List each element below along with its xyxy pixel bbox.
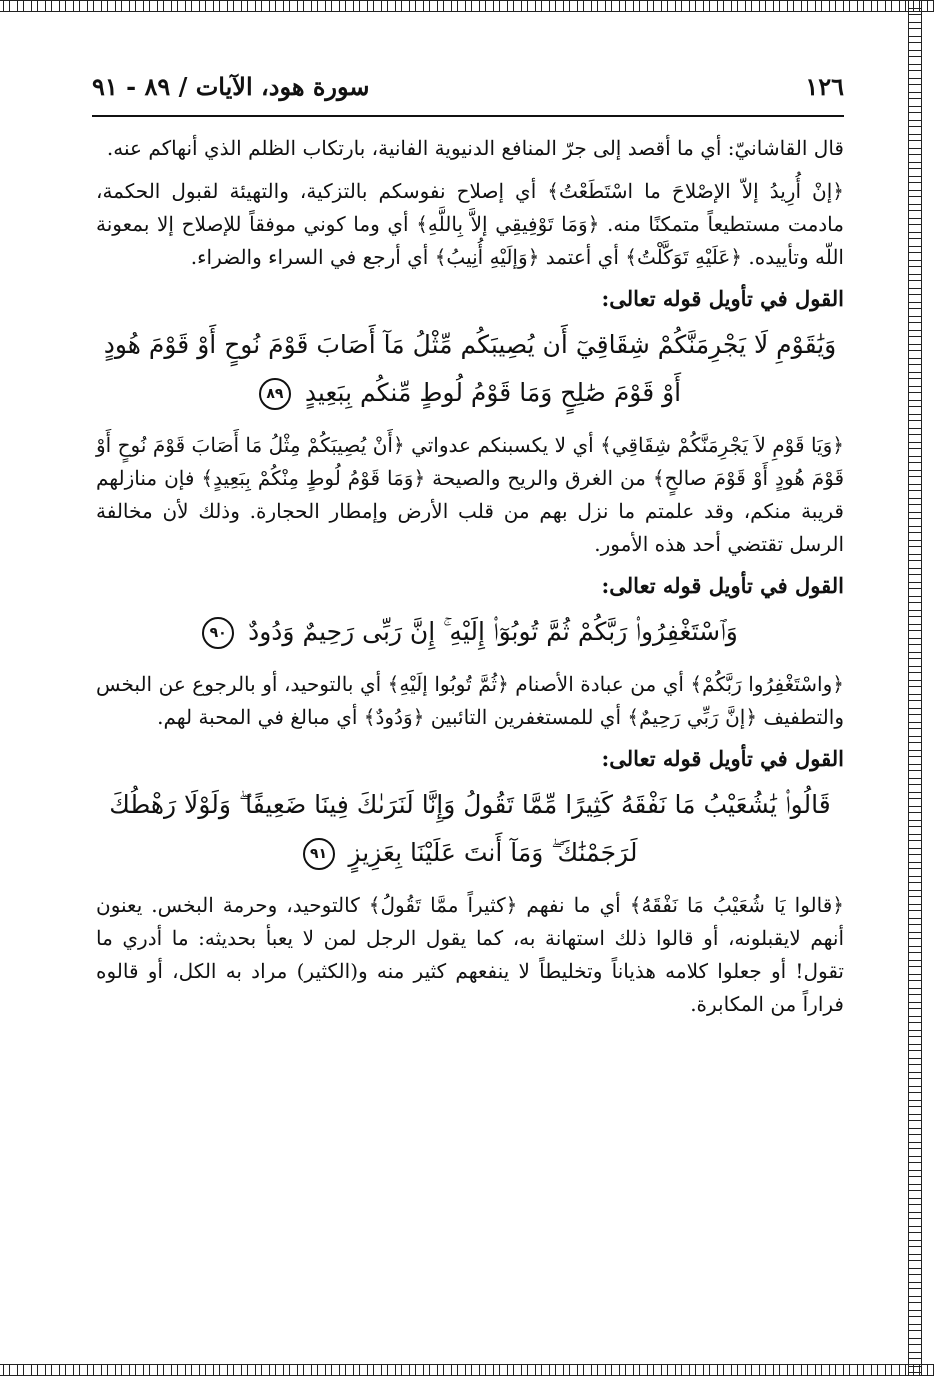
- page-body: [96, 132, 844, 1029]
- ayah-number-marker: ٩١: [303, 838, 335, 870]
- ayah-number-marker: ٩٠: [202, 617, 234, 649]
- top-ornamental-border: [0, 0, 934, 12]
- verse-text: وَٱسْتَغْفِرُوا۟ رَبَّكُمْ ثُمَّ تُوبُوٓا۟ إِلَيْهِ ۚ إِنَّ رَبِّى رَحِيمٌ وَدُودٌ: [248, 617, 738, 646]
- page-header: [92, 66, 844, 106]
- verse-text: قَالُوا۟ يَٰشُعَيْبُ مَا نَفْقَهُ كَثِيرًا مِّمَّا تَقُولُ وَإِنَّا لَنَرَىٰكَ فِينَا ضَعِيفًا ۖ وَلَوْلَا رَهْطُكَ لَرَجَمْنَٰكَ ۖ وَمَآ أَنتَ عَلَيْنَا بِعَزِيزٍ: [109, 790, 831, 867]
- section-heading-89: القول في تأويل قوله تعالى:: [601, 286, 844, 311]
- paragraph-commentary-88: ﴿إنْ أُرِيدُ إلاّ الإصْلاحَ ما اسْتَطَعْتُ﴾ أي إصلاح نفوسكم بالتزكية، والتهيئة لقبول الحكمة، مادمت مستطيعاً متمكنًا منه. ﴿وَمَا تَوْفِيقِي إلاَّ بِاللَّهِ﴾ أي وما كوني موفقاً للإصلاح إلا بمعونة اللّه وتأييده. ﴿عَلَيْهِ تَوَكَّلْتُ﴾ أي أعتمد ﴿وَإلَيْهِ أُنِيبُ﴾ أي أرجع في السراء والضراء.: [96, 179, 844, 269]
- paragraph-qashani: قال القاشانيّ: أي ما أقصد إلى جرّ المنافع الدنيوية الفانية، بارتكاب الظلم الذي أنهاكم عنه.: [106, 136, 844, 160]
- ayah-number-marker: ٨٩: [259, 378, 291, 410]
- running-title: سورة هود، الآيات / ٨٩ - ٩١: [92, 71, 370, 101]
- quran-verse-91: [96, 781, 844, 877]
- right-ornamental-border: [908, 0, 922, 1376]
- quran-verse-89: [96, 321, 844, 417]
- verse-text: وَيَٰقَوْمِ لَا يَجْرِمَنَّكُمْ شِقَاقِيٓ أَن يُصِيبَكُم مِّثْلُ مَآ أَصَابَ قَوْمَ نُوحٍ أَوْ قَوْمَ هُودٍ أَوْ قَوْمَ صَٰلِحٍ وَمَا قَوْمُ لُوطٍ مِّنكُم بِبَعِيدٍ: [103, 330, 837, 407]
- section-heading-91: القول في تأويل قوله تعالى:: [601, 746, 844, 771]
- bottom-ornamental-border: [0, 1364, 934, 1376]
- page-number: ١٢٦: [805, 71, 844, 101]
- header-divider: [92, 115, 844, 117]
- paragraph-commentary-91: ﴿قالوا يَا شُعَيْبُ مَا نَفْقَهُ﴾ أي ما نفهم ﴿كثيراً ممَّا تَقُولُ﴾ كالتوحيد، وحرمة البخس. يعنون أنهم لايقبلونه، أو قالوا ذلك استهانة به، كما يقول الرجل لمن لا يعبأ بحديثه: ما أدري ما تقول! أو جعلوا كلامه هذياناً وتخليطاً لا ينفعهم كثير منه و(الكثير) مراد به الكل، أو قالوه فراراً من المكابرة.: [96, 893, 844, 1016]
- paragraph-commentary-90: ﴿واسْتَغْفِرُوا رَبَّكُمْ﴾ أي من عبادة الأصنام ﴿ثُمَّ تُوبُوا إلَيْهِ﴾ أي بالتوحيد، أو بالرجوع عن البخس والتطفيف ﴿إنَّ رَبِّي رَحِيمٌ﴾ أي للمستغفرين التائبين ﴿وَدُودٌ﴾ أي مبالغ في المحبة لهم.: [96, 672, 844, 729]
- section-heading-90: القول في تأويل قوله تعالى:: [601, 573, 844, 598]
- quran-verse-90: [96, 608, 844, 656]
- paragraph-commentary-89: ﴿وَيَا قَوْمِ لاَ يَجْرِمَنَّكُمْ شِقَاقِي﴾ أي لا يكسبنكم عدواتي ﴿أَنْ يُصِيبَكُمْ مِثْلُ مَا أَصَابَ قَوْمَ نُوحٍ أَوْ قَوْمَ هُودٍ أَوْ قَوْمَ صالحٍ﴾ من الغرق والريح والصيحة ﴿وَمَا قَوْمُ لُوطٍ مِنْكُمْ بِبَعِيدٍ﴾ فإن منازلهم قريبة منكم، وقد علمتم ما نزل بهم من قلب الأرض وإمطار الحجارة. وذلك لأن مخالفة الرسل تقتضي أحد هذه الأمور.: [96, 433, 844, 556]
